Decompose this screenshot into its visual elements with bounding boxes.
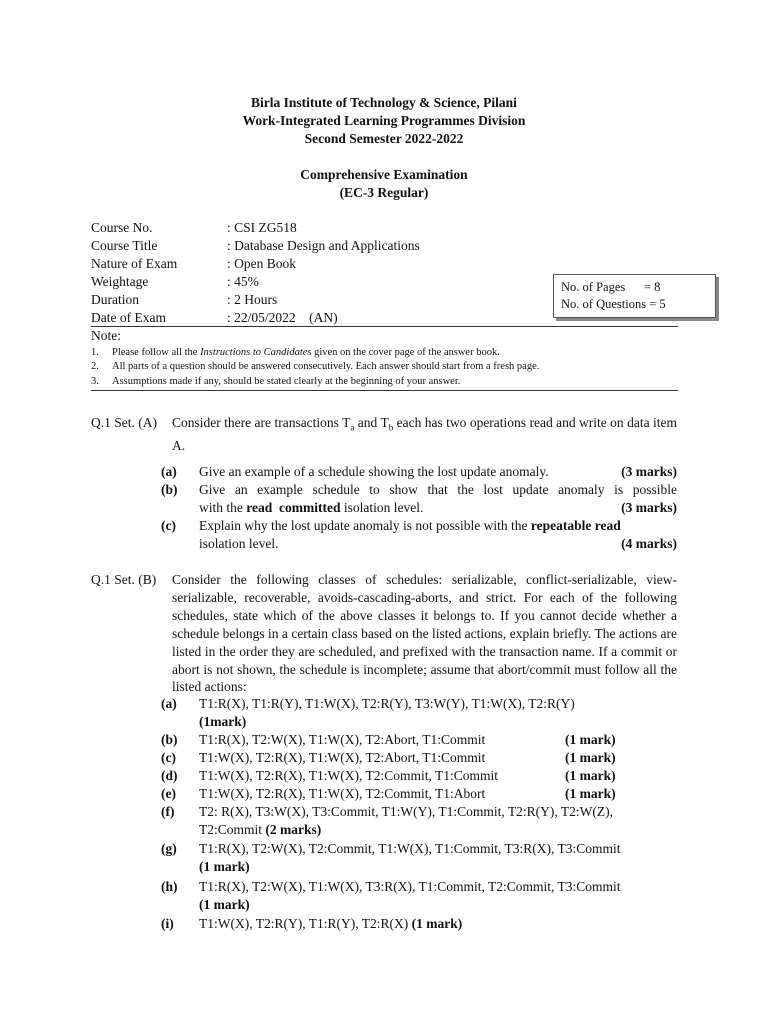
- part-label: (b): [161, 732, 178, 747]
- part-body: isolation level.: [199, 535, 279, 551]
- part-text: [199, 481, 677, 516]
- note-text: given on the cover page of the answer book.: [311, 347, 500, 358]
- note-text: All parts of a question should be answered consecutively. Each answer should start from a fresh page.: [112, 361, 540, 372]
- part-text: [199, 517, 677, 552]
- division-name: Work-Integrated Learning Programmes Division: [242, 113, 526, 128]
- note-number: 1.: [91, 347, 99, 358]
- part-marks: (3 marks): [621, 499, 677, 515]
- part-marks: (1 mark): [199, 896, 250, 912]
- part-bold: repeatable read: [530, 518, 621, 533]
- note-heading: Note:: [91, 328, 121, 343]
- part-body: Give an example schedule to show that the lost update anomaly is possible: [199, 482, 677, 497]
- part-body: T1:W(X), T2:R(X), T1:W(X), T2:Commit, T1:Abort: [199, 786, 486, 801]
- note-item: [91, 346, 500, 360]
- pages-count: No. of Pages = 8: [561, 280, 661, 294]
- part-marks: (1 mark): [411, 916, 463, 931]
- part-body: T1:W(X), T2:R(X), T1:W(X), T2:Abort, T1:Commit: [199, 750, 486, 765]
- part-text: [199, 840, 677, 875]
- questions-count: No. of Questions = 5: [561, 297, 666, 311]
- meta-label: Course Title: [91, 238, 158, 253]
- exam-type: (EC-3 Regular): [339, 185, 429, 200]
- question-intro: Consider the following classes of schedules: serializable, conflict-serializable, view-serializable, recoverable, avoids-cascading-aborts, and strict. For each of the following schedules, state which of the above classes it belongs to. If you cannot decide whether a schedule belongs in a certain class based on the listed actions, explain briefly. The actions are listed in the order they are scheduled, and prefixed with the transaction name. If a commit or abort is not shown, the schedule is incomplete; assume that abort/commit must follow all the listed actions:: [172, 572, 677, 695]
- part-text: [199, 695, 677, 730]
- part-body: T1:W(X), T2:R(X), T1:W(X), T2:Commit, T1:Commit: [199, 768, 498, 783]
- semester: Second Semester 2022-2022: [304, 131, 464, 146]
- part-marks: (1 mark): [199, 858, 250, 874]
- part-bold: read committed: [246, 499, 341, 515]
- meta-value: : 22/05/2022 (AN): [227, 310, 338, 325]
- divider: [91, 390, 678, 391]
- part-marks: (1 mark): [565, 786, 616, 801]
- part-label: (a): [161, 696, 177, 711]
- part-marks: (1 mark): [565, 750, 616, 765]
- part-label: (f): [161, 804, 175, 819]
- meta-label: Nature of Exam: [91, 256, 178, 271]
- note-item: [91, 360, 539, 374]
- part-text: [199, 785, 677, 803]
- meta-label: Date of Exam: [91, 310, 166, 325]
- meta-value: : Open Book: [227, 256, 296, 271]
- part-marks: (2 marks): [265, 821, 322, 837]
- part-body: Explain why the lost update anomaly is not possible with the: [199, 518, 531, 533]
- meta-label: Weightage: [91, 274, 149, 289]
- meta-value: : 2 Hours: [227, 292, 278, 307]
- divider: [91, 326, 678, 327]
- intro-text: each has two operations read and write on data item A.: [172, 415, 677, 454]
- part-label: (d): [161, 768, 178, 783]
- meta-value: : CSI ZG518: [227, 220, 297, 235]
- part-body: T1:R(X), T2:W(X), T1:W(X), T2:Abort, T1:Commit: [199, 732, 486, 747]
- note-number: 2.: [91, 361, 99, 372]
- meta-value: : Database Design and Applications: [227, 238, 420, 253]
- part-body: T2: R(X), T3:W(X), T3:Commit, T1:W(Y), T1:Commit, T2:R(Y), T2:W(Z),: [199, 804, 613, 819]
- part-text: [199, 731, 677, 749]
- part-body: isolation level.: [340, 499, 424, 515]
- part-label: (b): [161, 482, 178, 497]
- part-text: [199, 749, 677, 767]
- part-text: [199, 915, 677, 933]
- question-label: Q.1 Set. (A): [91, 415, 157, 430]
- part-text: [199, 463, 677, 481]
- note-italic: Instructions to Candidates: [200, 347, 312, 358]
- note-item: [91, 375, 460, 389]
- intro-text: Consider there are transactions T: [172, 415, 351, 430]
- part-body: T1:R(X), T2:W(X), T1:W(X), T3:R(X), T1:Commit, T2:Commit, T3:Commit: [199, 879, 621, 894]
- part-text: [199, 767, 677, 785]
- part-marks: (4 marks): [621, 535, 677, 551]
- exam-title: Comprehensive Examination: [300, 167, 468, 182]
- part-marks: (1 mark): [565, 768, 616, 783]
- part-marks: (1mark): [199, 713, 247, 729]
- note-number: 3.: [91, 376, 99, 387]
- part-marks: (1 mark): [565, 732, 616, 747]
- subscript: b: [388, 422, 394, 433]
- page-count-box: [553, 274, 716, 318]
- part-body: T1:R(X), T1:R(Y), T1:W(X), T2:R(Y), T3:W(Y), T1:W(X), T2:R(Y): [199, 696, 575, 711]
- institute-name: Birla Institute of Technology & Science, Pilani: [251, 95, 517, 110]
- intro-text: and T: [354, 415, 389, 430]
- part-label: (a): [161, 464, 177, 479]
- part-text: [199, 803, 677, 838]
- note-text: Assumptions made if any, should be stated clearly at the beginning of your answer.: [112, 376, 461, 387]
- part-label: (e): [161, 786, 176, 801]
- part-label: (c): [161, 518, 176, 533]
- part-body: with the: [199, 499, 247, 515]
- note-text: Please follow all the: [112, 347, 201, 358]
- meta-value: : 45%: [227, 274, 259, 289]
- question-label: Q.1 Set. (B): [91, 572, 157, 587]
- part-label: (c): [161, 750, 176, 765]
- part-body: Give an example of a schedule showing the lost update anomaly.: [199, 464, 549, 479]
- part-label: (h): [161, 879, 178, 894]
- meta-label: Course No.: [91, 220, 153, 235]
- subscript: a: [350, 422, 355, 433]
- part-marks: (3 marks): [621, 464, 677, 479]
- part-text: [199, 878, 677, 913]
- part-body: T1:R(X), T2:W(X), T2:Commit, T1:W(X), T1:Commit, T3:R(X), T3:Commit: [199, 841, 621, 856]
- part-label: (g): [161, 841, 177, 856]
- question-intro: [172, 414, 677, 455]
- meta-label: Duration: [91, 292, 139, 307]
- part-body: T1:W(X), T2:R(Y), T1:R(Y), T2:R(X): [199, 916, 409, 931]
- part-label: (i): [161, 916, 174, 931]
- part-body: T2:Commit: [199, 821, 263, 837]
